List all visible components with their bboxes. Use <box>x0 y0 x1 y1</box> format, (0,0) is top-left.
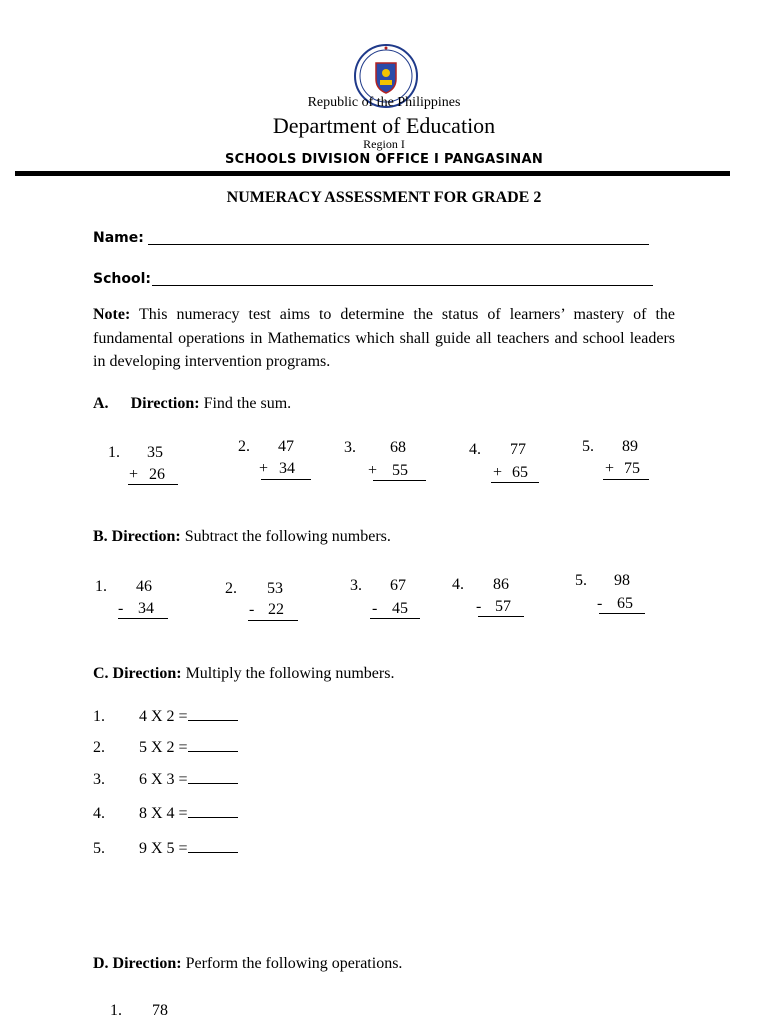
c-item <box>93 706 238 726</box>
division-text: SCHOOLS DIVISION OFFICE I PANGASINAN <box>224 152 544 167</box>
b-problem-operator: - <box>249 601 255 618</box>
a-problem-operator: + <box>259 460 269 477</box>
section-a-text: Find the sum. <box>203 395 292 412</box>
section-d-label: D. Direction: <box>93 955 182 972</box>
section-d-text: Perform the following operations. <box>185 955 403 972</box>
b-problem-top: 53 <box>267 580 283 597</box>
department-title: Department of Education <box>272 113 496 138</box>
section-a-direction <box>93 395 291 413</box>
a-problem-top: 68 <box>390 439 406 456</box>
republic-text: Republic of the Philippines <box>307 95 461 110</box>
c-answer-blank[interactable] <box>188 769 238 784</box>
b-problem-bottom: 34 <box>138 600 154 617</box>
c-item-number: 4. <box>93 805 105 822</box>
b-answer-line[interactable] <box>370 618 420 619</box>
c-item <box>93 803 238 823</box>
section-c-direction <box>93 665 394 683</box>
c-answer-blank[interactable] <box>188 706 238 721</box>
note-text: This numeracy test aims to determine the status of learners’ mastery of the fundamental operations in Mathematics which shall guide all teachers and school leaders in developing intervention programs. <box>93 306 675 370</box>
c-item-expression: 6 X 3 = <box>139 771 188 788</box>
a-problem-number: 4. <box>469 441 481 458</box>
b-answer-line[interactable] <box>248 620 298 621</box>
c-item <box>93 769 238 789</box>
a-problem-bottom: 65 <box>512 464 528 481</box>
b-answer-line[interactable] <box>478 616 524 617</box>
c-item-number: 3. <box>93 771 105 788</box>
b-problem-number: 1. <box>95 578 107 595</box>
section-d-direction <box>93 955 402 973</box>
region-text: Region I <box>363 137 405 151</box>
b-problem-number: 4. <box>452 576 464 593</box>
a-problem-bottom: 26 <box>149 466 165 483</box>
b-problem-top: 86 <box>493 576 509 593</box>
a-answer-line[interactable] <box>128 484 178 485</box>
a-problem-number: 2. <box>238 438 250 455</box>
b-problem-operator: - <box>597 595 603 612</box>
a-answer-line[interactable] <box>491 482 539 483</box>
school-field[interactable] <box>152 271 653 286</box>
c-item-number: 2. <box>93 739 105 756</box>
a-problem-operator: + <box>493 464 503 481</box>
header-divider <box>15 171 730 176</box>
a-problem-bottom: 34 <box>279 460 295 477</box>
school-label: School: <box>93 271 151 287</box>
a-problem-top: 35 <box>147 444 163 461</box>
a-answer-line[interactable] <box>373 480 426 481</box>
a-answer-line[interactable] <box>603 479 649 480</box>
b-problem-bottom: 65 <box>617 595 633 612</box>
a-problem-number: 5. <box>582 438 594 455</box>
a-problem-number: 3. <box>344 439 356 456</box>
a-problem-operator: + <box>368 462 378 479</box>
name-label: Name: <box>93 230 144 246</box>
a-problem-bottom: 75 <box>624 460 640 477</box>
section-c-label: C. Direction: <box>93 665 182 682</box>
name-field[interactable] <box>148 230 649 245</box>
page-title: NUMERACY ASSESSMENT FOR GRADE 2 <box>226 189 542 206</box>
section-b-text: Subtract the following numbers. <box>184 528 391 545</box>
a-problem-top: 77 <box>510 441 526 458</box>
a-answer-line[interactable] <box>261 479 311 480</box>
c-item <box>93 838 238 858</box>
b-problem-top: 98 <box>614 572 630 589</box>
b-problem-bottom: 45 <box>392 600 408 617</box>
b-problem-top: 46 <box>136 578 152 595</box>
b-problem-operator: - <box>372 600 378 617</box>
c-item-expression: 8 X 4 = <box>139 805 188 822</box>
d-problem-value: 78 <box>152 1002 168 1019</box>
b-problem-operator: - <box>118 600 124 617</box>
section-a-label: Direction: <box>130 395 200 412</box>
a-problem-operator: + <box>129 466 139 483</box>
section-b-label: B. Direction: <box>93 528 181 545</box>
note-label: Note: <box>93 306 131 323</box>
b-problem-number: 3. <box>350 577 362 594</box>
c-answer-blank[interactable] <box>188 737 238 752</box>
b-answer-line[interactable] <box>118 618 168 619</box>
b-problem-number: 5. <box>575 572 587 589</box>
b-problem-bottom: 57 <box>495 598 511 615</box>
a-problem-top: 89 <box>622 438 638 455</box>
c-item <box>93 737 238 757</box>
section-a-letter: A. <box>93 395 109 412</box>
note-paragraph <box>93 303 675 374</box>
c-item-expression: 4 X 2 = <box>139 708 188 725</box>
c-item-number: 1. <box>93 708 105 725</box>
b-problem-number: 2. <box>225 580 237 597</box>
c-item-expression: 5 X 2 = <box>139 739 188 756</box>
c-answer-blank[interactable] <box>188 838 238 853</box>
c-item-number: 5. <box>93 840 105 857</box>
b-problem-operator: - <box>476 598 482 615</box>
a-problem-number: 1. <box>108 444 120 461</box>
section-c-text: Multiply the following numbers. <box>185 665 395 682</box>
c-answer-blank[interactable] <box>188 803 238 818</box>
c-item-expression: 9 X 5 = <box>139 840 188 857</box>
b-problem-bottom: 22 <box>268 601 284 618</box>
b-problem-top: 67 <box>390 577 406 594</box>
section-b-direction <box>93 528 391 546</box>
d-problem-number: 1. <box>110 1002 122 1019</box>
b-answer-line[interactable] <box>599 613 645 614</box>
a-problem-bottom: 55 <box>392 462 408 479</box>
a-problem-operator: + <box>605 460 615 477</box>
a-problem-top: 47 <box>278 438 294 455</box>
